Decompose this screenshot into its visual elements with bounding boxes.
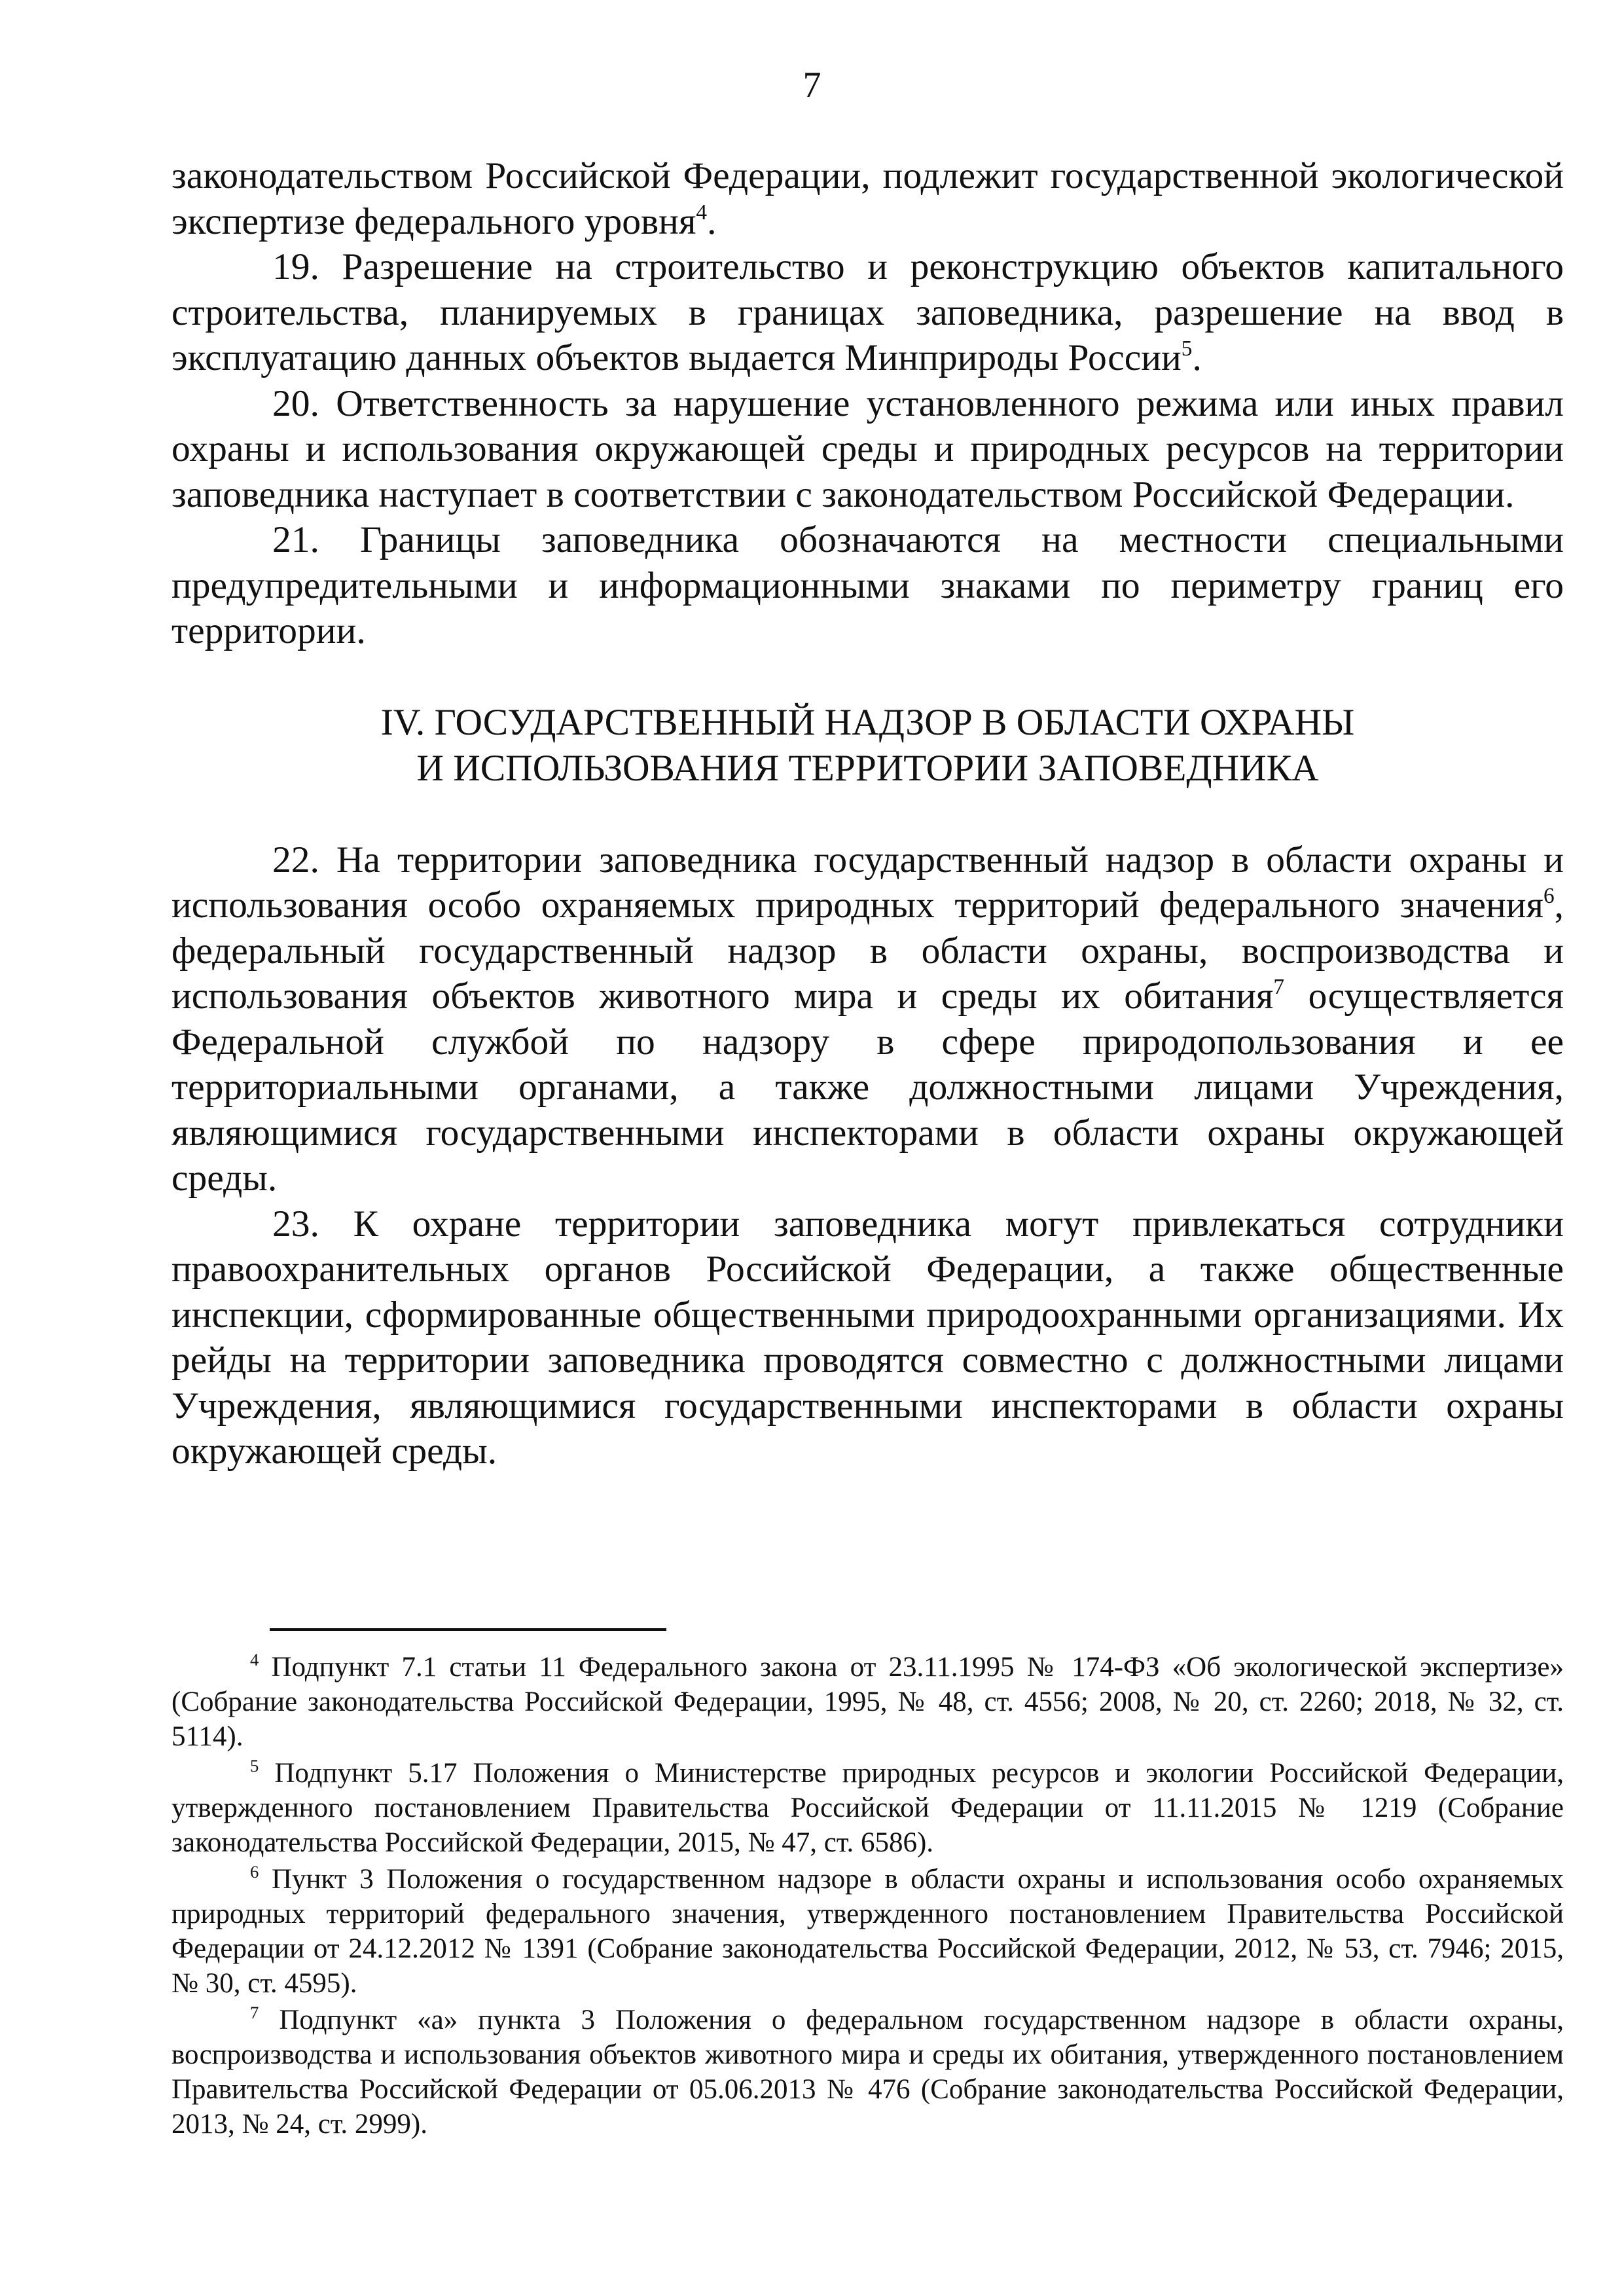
- footnote-7: $^7$ Подпункт «а» пункта 3 Положения о федеральном государственном надзоре в области охраны, воспроизводства и использования объектов животного мира и среды их обитания, утвержденного постановлением Правительства Российской Федерации от 05.06.2013 № 476 (Собрание законодательства Российской Федерации, 2013, № 24, ст. 2999).: [171, 2003, 1564, 2140]
- footnotes: [171, 1650, 1564, 2143]
- footnote-5: $^5$ Подпункт 5.17 Положения о Министерстве природных ресурсов и экологии Российской Федерации, утвержденного постановлением Правительства Российской Федерации от 11.11.2015 № 1219 (Собрание законодательства Российской Федерации, 2015, № 47, ст. 6586).: [171, 1756, 1564, 1858]
- footnote-ref-4[interactable]: 4: [696, 200, 708, 225]
- section-heading-line-2: И ИСПОЛЬЗОВАНИЯ ТЕРРИТОРИИ ЗАПОВЕДНИКА: [416, 747, 1319, 789]
- paragraph-20: 20. Ответственность за нарушение установленного режима или иных правил охраны и использования окружающей среды и природных ресурсов на территории заповедника наступает в соответствии с законодательством Российской Федерации.: [171, 382, 1564, 515]
- paragraph-19: 19. Разрешение на строительство и реконструкцию объектов капитального строительства, планируемых в границах заповедника, разрешение на ввод в эксплуатацию данных объектов выдается Минприроды России$^5$.: [171, 246, 1564, 378]
- footnote-separator: [270, 1628, 666, 1631]
- paragraph-22: 22. На территории заповедника государственный надзор в области охраны и использования особо охраняемых природных территорий федерального значения$^6$, федеральный государственный надзор в области охраны, воспроизводства и использования объектов животного мира и среды их обитания$^7$ осуществляется Федеральной службой по надзору в сфере природопользования и ее территориальными органами, а также должностными лицами Учреждения, являющимися государственными инспекторами в области охраны окружающей среды.: [171, 839, 1564, 1199]
- footnote-4: $^4$ Подпункт 7.1 статьи 11 Федерального закона от 23.11.1995 № 174-ФЗ «Об экологической экспертизе» (Собрание законодательства Российской Федерации, 1995, № 48, ст. 4556; 2008, № 20, ст. 2260; 2018, № 32, ст. 5114).: [171, 1650, 1564, 1752]
- footnote-ref-7[interactable]: 7: [1273, 975, 1285, 1000]
- section-heading: [171, 700, 1564, 792]
- page-number: 7: [803, 65, 821, 105]
- footnote-marker: 4: [250, 1650, 259, 1670]
- footnote-ref-6[interactable]: 6: [1543, 884, 1555, 909]
- footnote-marker: 7: [250, 2003, 259, 2023]
- paragraph-23: 23. К охране территории заповедника могут привлекаться сотрудники правоохранительных органов Российской Федерации, а также общественные инспекции, сформированные общественными природоохранными организациями. Их рейды на территории заповедника проводятся совместно с должностными лицами Учреждения, являющимися государственными инспекторами в области охраны окружающей среды.: [171, 1203, 1564, 1472]
- section-heading-line-1: IV. ГОСУДАРСТВЕННЫЙ НАДЗОР В ОБЛАСТИ ОХРАНЫ: [380, 701, 1355, 743]
- footnote-ref-5[interactable]: 5: [1181, 337, 1193, 361]
- footnote-marker: 5: [250, 1756, 259, 1776]
- footnote-6: $^6$ Пункт 3 Положения о государственном надзоре в области охраны и использования особо охраняемых природных территорий федерального значения, утвержденного постановлением Правительства Российской Федерации от 24.12.2012 № 1391 (Собрание законодательства Российской Федерации, 2012, № 53, ст. 7946; 2015, № 30, ст. 4595).: [171, 1862, 1564, 1999]
- footnote-marker: 6: [250, 1862, 259, 1882]
- document-body: [171, 153, 1564, 1474]
- paragraph-continuation: законодательством Российской Федерации, подлежит государственной экологической экспертизе федерального уровня$^4$.: [171, 155, 1564, 242]
- paragraph-21: 21. Границы заповедника обозначаются на местности специальными предупредительными и информационными знаками по периметру границ его территории.: [171, 519, 1564, 651]
